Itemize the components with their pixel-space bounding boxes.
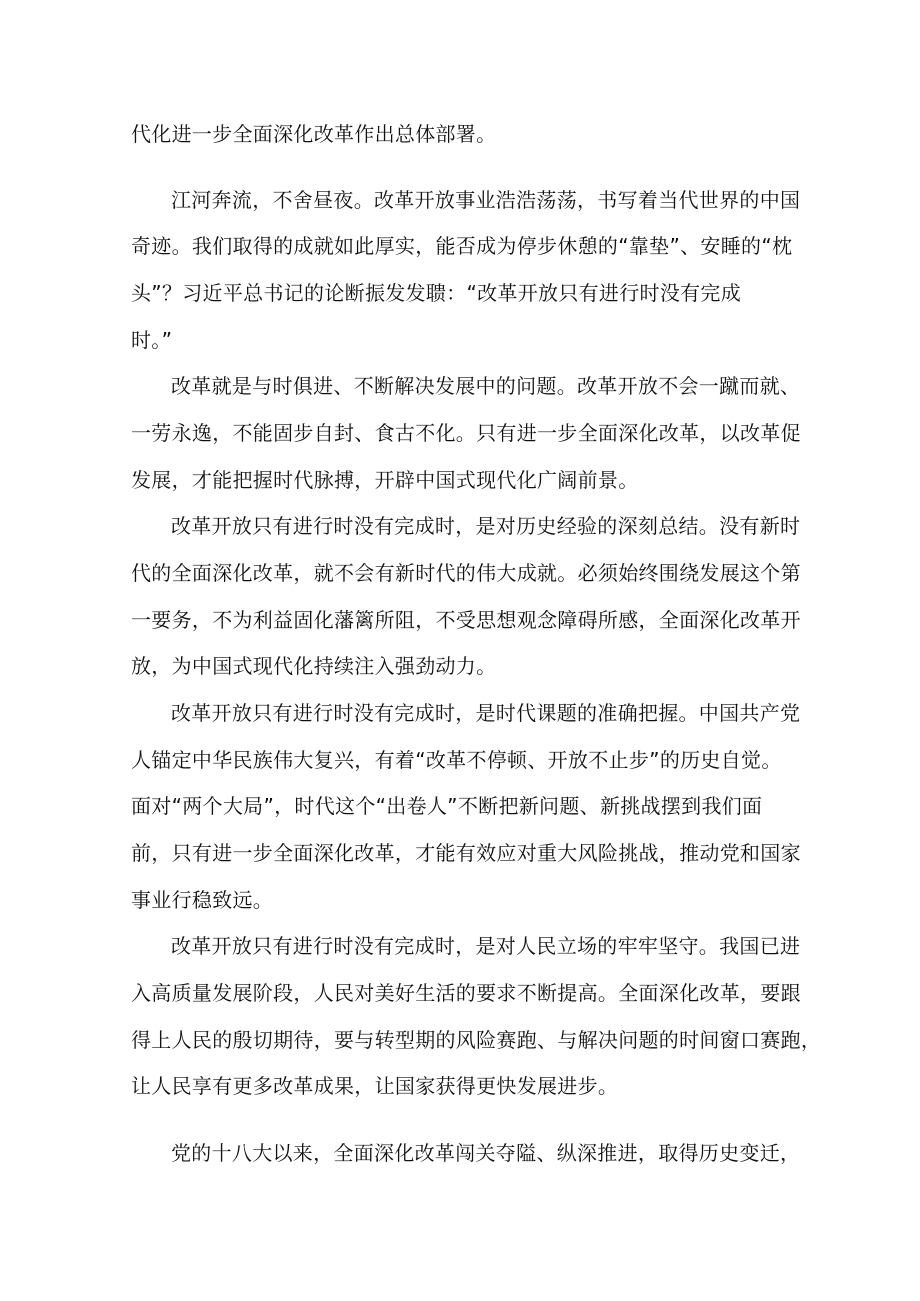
text-line: 一劳永逸，不能固步自封、食古不化。只有进一步全面深化改革，以改革促 — [131, 421, 801, 445]
text-line: 一要务，不为利益固化藩篱所阻，不受思想观念障碍所感，全面深化改革开 — [131, 608, 801, 632]
text-line: 时。” — [131, 328, 173, 352]
text-line: 改革就是与时俱进、不断解决发展中的问题。改革开放不会一蹴而就、 — [171, 374, 801, 398]
text-line: 得上人民的殷切期待，要与转型期的风险赛跑、与解决问题的时间窗口赛跑， — [131, 1028, 822, 1052]
text-line: 改革开放只有进行时没有完成时，是时代课题的准确把握。中国共产党 — [171, 701, 801, 725]
text-line: 入高质量发展阶段，人民对美好生活的要求不断提高。全面深化改革，要跟 — [131, 981, 801, 1005]
text-line: 党的十八大以来，全面深化改革闯关夺隘、纵深推进，取得历史变迁， — [171, 1141, 801, 1165]
text-line: 头”？习近平总书记的论断振发发聩：“改革开放只有进行时没有完成 — [131, 281, 742, 305]
text-line: 代的全面深化改革，就不会有新时代的伟大成就。必须始终围绕发展这个第 — [131, 561, 801, 585]
text-line: 让人民享有更多改革成果，让国家获得更快发展进步。 — [131, 1074, 619, 1098]
text-line: 代化进一步全面深化改革作出总体部署。 — [131, 122, 497, 146]
text-line: 面对“两个大局”，时代这个“出卷人”不断把新问题、新挑战摆到我们面 — [131, 794, 763, 818]
text-line: 改革开放只有进行时没有完成时，是对人民立场的牢牢坚守。我国已进 — [171, 934, 801, 958]
text-line: 事业行稳致远。 — [131, 888, 274, 912]
text-line: 前，只有进一步全面深化改革，才能有效应对重大风险挑战，推动党和国家 — [131, 841, 801, 865]
text-line: 江河奔流，不舍昼夜。改革开放事业浩浩荡荡，书写着当代世界的中国 — [171, 188, 801, 212]
text-line: 改革开放只有进行时没有完成时，是对历史经验的深刻总结。没有新时 — [171, 514, 801, 538]
text-line: 人锚定中华民族伟大复兴，有着“改革不停顿、开放不止步”的历史自觉。 — [131, 748, 782, 772]
text-line: 放，为中国式现代化持续注入强劲动力。 — [131, 654, 497, 678]
text-line: 发展，才能把握时代脉搏，开辟中国式现代化广阔前景。 — [131, 468, 639, 492]
text-line: 奇迹。我们取得的成就如此厚实，能否成为停步休憩的“靠垫”、安睡的“枕 — [131, 234, 793, 258]
